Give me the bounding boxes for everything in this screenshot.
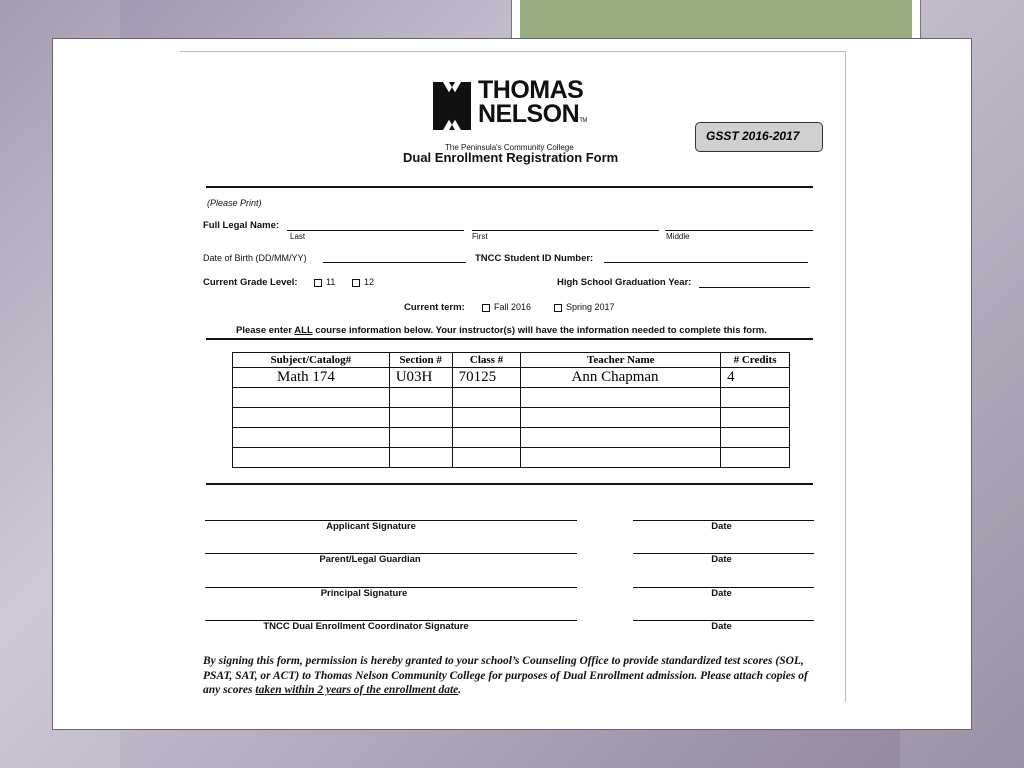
table-cell[interactable] xyxy=(521,388,721,408)
first-caption: First xyxy=(472,232,488,241)
table-cell[interactable] xyxy=(233,448,390,468)
last-name-field[interactable] xyxy=(287,230,464,231)
table-cell[interactable] xyxy=(452,408,521,428)
grade-11-option[interactable] xyxy=(314,277,335,287)
instruction-pre: Please enter xyxy=(236,325,295,336)
checkbox-icon xyxy=(352,279,360,287)
parent-signature-caption: Parent/Legal Guardian xyxy=(319,554,421,565)
thomas-nelson-logo-icon xyxy=(433,82,471,130)
table-header-row xyxy=(233,353,790,368)
logo-line-2 xyxy=(478,102,587,133)
middle-caption: Middle xyxy=(666,232,690,241)
principal-signature-caption: Principal Signature xyxy=(320,588,408,599)
table-cell[interactable] xyxy=(233,428,390,448)
table-cell[interactable]: Ann Chapman xyxy=(521,368,721,388)
table-cell[interactable] xyxy=(389,388,452,408)
logo-line-1: THOMAS xyxy=(478,76,584,104)
coordinator-signature-caption: TNCC Dual Enrollment Coordinator Signature xyxy=(263,621,469,632)
term-badge: GSST 2016-2017 xyxy=(695,122,823,152)
table-cell[interactable]: 4 xyxy=(721,368,790,388)
table-divider xyxy=(206,483,813,485)
table-body xyxy=(233,368,790,468)
checkbox-icon xyxy=(554,304,562,312)
grad-year-field[interactable] xyxy=(699,287,810,288)
permission-disclaimer xyxy=(203,654,815,698)
table-cell[interactable] xyxy=(452,428,521,448)
table-row xyxy=(233,448,790,468)
grade-11-text: 11 xyxy=(326,277,336,287)
table-cell[interactable] xyxy=(233,388,390,408)
checkbox-icon xyxy=(482,304,490,312)
principal-date-caption: Date xyxy=(711,588,732,599)
term-label: Current term: xyxy=(404,302,465,313)
student-id-field[interactable] xyxy=(604,262,808,263)
checkbox-icon xyxy=(314,279,322,287)
table-cell[interactable] xyxy=(389,448,452,468)
table-cell[interactable] xyxy=(721,408,790,428)
full-name-label: Full Legal Name: xyxy=(203,220,280,231)
table-cell[interactable]: 70125 xyxy=(452,368,521,388)
student-id-label: TNCC Student ID Number: xyxy=(475,253,594,264)
applicant-signature-caption: Applicant Signature xyxy=(326,521,416,532)
grade-12-text: 12 xyxy=(364,277,375,287)
table-cell[interactable] xyxy=(521,428,721,448)
table-cell[interactable] xyxy=(233,408,390,428)
table-row xyxy=(233,428,790,448)
table-cell[interactable] xyxy=(721,428,790,448)
logo-line-2-text: NELSON xyxy=(478,100,580,128)
column-header: Section # xyxy=(389,353,452,368)
fall-term-text: Fall 2016 xyxy=(494,302,532,312)
first-name-field[interactable] xyxy=(472,230,659,231)
instruction-divider xyxy=(206,338,813,340)
trademark: TM xyxy=(579,118,587,124)
form-title: Dual Enrollment Registration Form xyxy=(403,150,619,165)
table-cell[interactable]: Math 174 xyxy=(233,368,390,388)
column-header: # Credits xyxy=(721,353,790,368)
course-table xyxy=(232,352,790,468)
coordinator-date-caption: Date xyxy=(711,621,732,632)
dob-label: Date of Birth (DD/MM/YY) xyxy=(203,253,307,263)
column-header: Teacher Name xyxy=(521,353,721,368)
table-cell[interactable] xyxy=(721,448,790,468)
table-cell[interactable] xyxy=(521,408,721,428)
column-header: Subject/Catalog# xyxy=(233,353,390,368)
instruction-text xyxy=(236,325,767,336)
spring-term-text: Spring 2017 xyxy=(566,302,615,312)
applicant-date-caption: Date xyxy=(711,521,732,532)
table-cell[interactable]: U03H xyxy=(389,368,452,388)
disclaimer-underlined: taken within 2 years of the enrollment date xyxy=(255,684,459,696)
table-row xyxy=(233,408,790,428)
fall-term-option[interactable] xyxy=(482,302,531,312)
spring-term-option[interactable] xyxy=(554,302,615,312)
dob-field[interactable] xyxy=(323,262,466,263)
college-tagline: The Peninsula's Community College xyxy=(445,143,574,152)
disclaimer-text: By signing this form, permission is hereby granted to your school’s Counseling Office to provide standardized test scores (SOL, PSAT, SAT, or ACT) to Thomas Nelson Community College for purposes of Dual Enrollment admission. Please attach copies of any scores xyxy=(203,655,808,696)
header-divider xyxy=(206,186,813,188)
grade-level-label: Current Grade Level: xyxy=(203,277,298,288)
parent-date-caption: Date xyxy=(711,554,732,565)
column-header: Class # xyxy=(452,353,521,368)
table-row xyxy=(233,388,790,408)
table-row xyxy=(233,368,790,388)
table-cell[interactable] xyxy=(389,428,452,448)
table-cell[interactable] xyxy=(452,388,521,408)
last-caption: Last xyxy=(290,232,306,241)
table-cell[interactable] xyxy=(452,448,521,468)
table-cell[interactable] xyxy=(721,388,790,408)
disclaimer-end: . xyxy=(458,684,462,696)
please-print-note: (Please Print) xyxy=(207,198,262,208)
grade-12-option[interactable] xyxy=(352,277,374,287)
middle-name-field[interactable] xyxy=(665,230,813,231)
table-cell[interactable] xyxy=(389,408,452,428)
table-cell[interactable] xyxy=(521,448,721,468)
grad-year-label: High School Graduation Year: xyxy=(557,277,692,288)
instruction-emphasis: ALL xyxy=(294,325,313,336)
instruction-post: course information below. Your instructor(s) will have the information needed to complete this form. xyxy=(312,325,767,336)
logo-wordmark xyxy=(478,78,587,133)
